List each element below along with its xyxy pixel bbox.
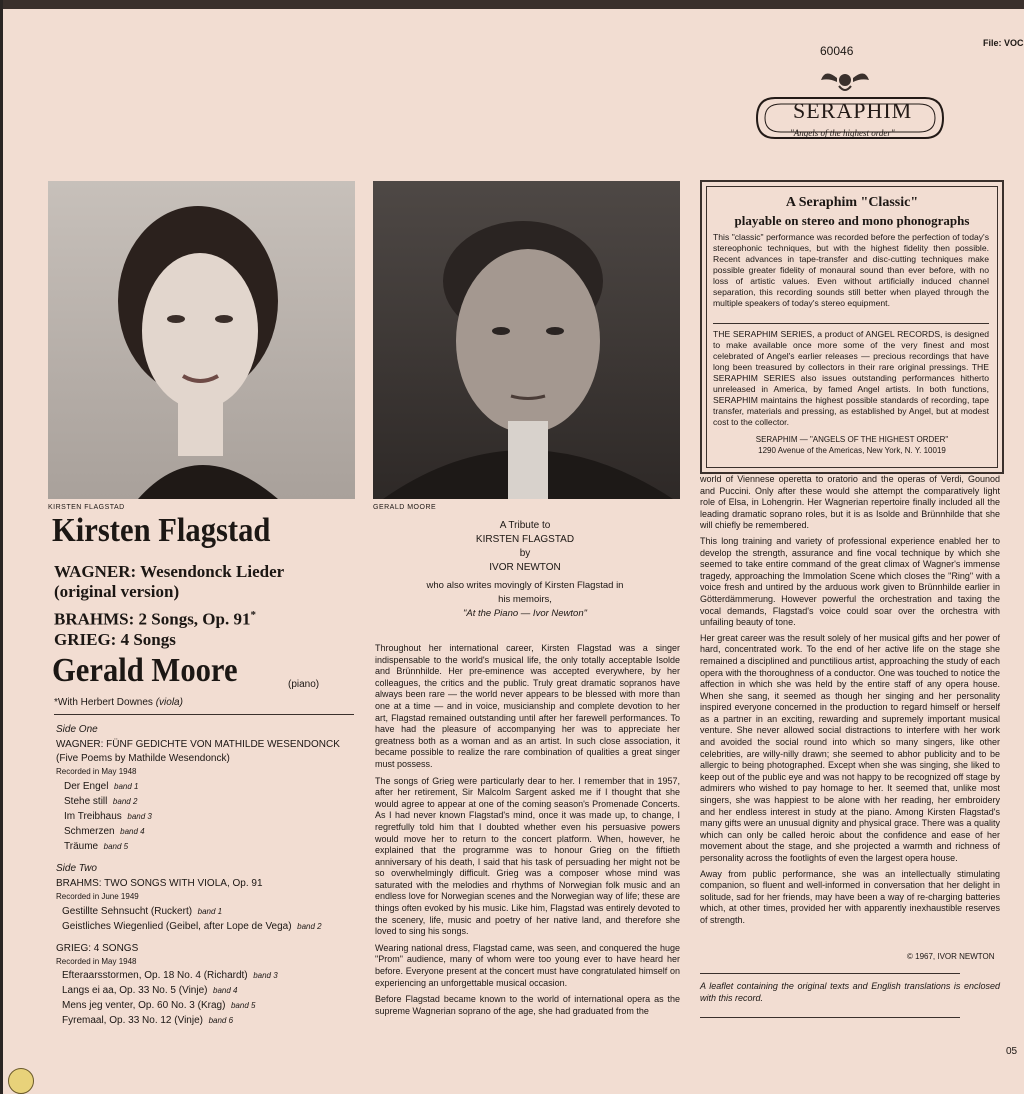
box-paragraph-2: THE SERAPHIM SERIES, a product of ANGEL RECORDS, is designed to make available once more some of the very finest and most celebrated of Angel's earlier releases — precious recordings that have long been treasured by collectors in their rare original pressings. THE SERAPHIM SERIES also issues outstanding performances hitherto unreleased in America, by famed Angel artists. In both functions, SERAPHIM maintains the highest possible standards of recording, tape transfer, materials and pressing, as established by Angel, but at modest cost to the collector. [713, 329, 989, 427]
leaflet-note: A leaflet containing the original texts and English translations is enclosed with this record. [700, 981, 1000, 1003]
photo-kirsten-flagstad [48, 181, 355, 499]
track-item: Mens jeg venter, Op. 60 No. 3 (Krag) band 5 [62, 1000, 256, 1011]
accompanist-name: Gerald Moore [52, 652, 238, 689]
essay-paragraph: world of Viennese operetta to oratorio and the operas of Verdi, Gounod and Puccini. Only after these would she attempt the comparatively light role of Elsa, in Lohengrin. Her Wagnerian repertoire finally included all the leading dramatic soprano roles, but it is as Isolde and Brünnhilde that she will chiefly be remembered. [700, 474, 1000, 531]
box-divider [713, 323, 989, 324]
track-item: Träume band 5 [64, 841, 129, 852]
essay-paragraph: Away from public performance, she was an intellectually stimulating companion, so fluent and well-informed in conversation that her delight in solitude, sad for her friends, may have been a way of re-charging batteries which, at other times, provided her with apparently inexhaustible reserves of strength. [700, 868, 1000, 925]
photo1-caption: KIRSTEN FLAGSTAD [48, 504, 125, 511]
work-wagner-version: (original version) [54, 582, 180, 601]
track-item: Efteraarsstormen, Op. 18 No. 4 (Richardt) band 3 [62, 970, 278, 981]
wagner-recorded: Recorded in May 1948 [56, 767, 137, 776]
seraphim-logo [755, 88, 945, 148]
wagner-subheading: (Five Poems by Mathilde Wesendonck) [56, 753, 230, 764]
essay-paragraph: Her great career was the result solely of her musical gifts and her power of hard, concentrated work. To the end of her active life on the stage she remained a disciplined and punctilious artist, approaching the study of each opera with the thoroughness of a conductor. One was touched to notice the affection in which she was held by the entire staff of any opera house. When she sang, it seemed as though her singing and her personality inspired everyone concerned in the production to regard himself or herself as a partner in an exciting, rewarding and supremely important musical venture. She never allowed social distractions to interfere with her work and avoided the social round into which so many singers, like other celebrities, are willy-nilly drawn; she seemed to abhor publicity and to be allergic to being photographed. Except when she was singing, she liked to keep out of the public eye and was not happy to be recognized off stage by admirers who wished to pay homage to her. It seemed that, unlike most singers, she was happiest to be alone with her reading, her embroidery and her endless interest in study at the piano. Among Kirsten Flagstad's many gifts were an unusual dignity and physical grace. There was a quality which can only be called heroic about the confidence and ease of her movement about the stage, and she projected a warmth and richness of personality across the footlights of even the largest opera house. [700, 632, 1000, 863]
essay-paragraph: This long training and variety of professional experience enabled her to develop the strength, assurance and fine vocal technique by which she seemed to take entire command of the great climax of Wagner's immense tragedy, approaching the Immolation Scene which closes the "Ring" with a voice fresh and untired by the arduous work given to Brünnhilde earlier in Götterdämmerung. However powerful the orchestration and taxing the vocal demands, Flagstad's voice could soar over the orchestra with unfailing beauty of tone. [700, 535, 1000, 628]
essay-paragraph: Before Flagstad became known to the world of international opera as the supreme Wagnerian soprano of the age, she had graduated from the [375, 994, 680, 1016]
brahms-recorded: Recorded in June 1949 [56, 892, 139, 901]
track-item: Geistliches Wiegenlied (Geibel, after Lope de Vega) band 2 [62, 921, 322, 932]
viola-note: *With Herbert Downes (viola) [54, 697, 183, 708]
logo-text: SERAPHIM [793, 98, 913, 123]
photo2-caption: GERALD MOORE [373, 504, 437, 511]
track-item: Fyremaal, Op. 33 No. 12 (Vinje) band 6 [62, 1015, 234, 1026]
box-subtitle: playable on stereo and mono phonographs [734, 213, 970, 228]
brahms-heading: BRAHMS: TWO SONGS WITH VIOLA, Op. 91 [56, 878, 263, 889]
accompanist-role: (piano) [288, 679, 320, 690]
essay-paragraph: Wearing national dress, Flagstad came, was seen, and conquered the huge "Prom" audience, many of whom were too young ever to have heard her before. Everyone present at the concert must have congratulated himself on experiencing an unforgettable musical occasion. [375, 942, 680, 988]
track-item: Langs ei aa, Op. 33 No. 5 (Vinje) band 4 [62, 985, 238, 996]
side-two-label: Side Two [56, 863, 97, 874]
grieg-heading: GRIEG: 4 SONGS [56, 943, 139, 954]
track-item: Stehe still band 2 [64, 796, 138, 807]
wagner-heading: WAGNER: FÜNF GEDICHTE VON MATHILDE WESENDONCK [56, 739, 340, 750]
track-item: Im Treibhaus band 3 [64, 811, 152, 822]
grieg-recorded: Recorded in May 1948 [56, 957, 137, 966]
essay-column-right [700, 474, 1000, 927]
track-item: Gestillte Sehnsucht (Ruckert) band 1 [62, 906, 223, 917]
box-paragraph-1: This "classic" performance was recorded before the perfection of today's stereophonic techniques, but with the highest fidelity then possible. Recent advances in tape-transfer and disc-cutting techniques make possible greater fidelity of monaural sound than ever before, with no loss of artistic values. Even without artificially induced channel separation, this recording sounds still better when played through the multiple speakers of today's stereo equipment. [713, 232, 989, 308]
divider [54, 714, 354, 715]
portrait-woman-icon [48, 181, 355, 499]
track-item: Schmerzen band 4 [64, 826, 145, 837]
essay-paragraph: Throughout her international career, Kirsten Flagstad was a singer indispensable to the world's musical life, the only totally acceptable Isolde and Brünnhilde. Her pre-eminence was accepted everywhere, by her colleagues, the critics and the public. Truly great dramatic sopranos have always been rare — the world never appears to be blessed with more than one at a time — and in voice, musicianship and complete devotion to her art, Flagstad remained outstanding until after her farewell performances. To have had the pleasure of accompanying her was to appreciate her greatness both as a woman and as an artist. In such close association, it became possible to realize the rare combination of qualities a great singer must possess. [375, 643, 680, 769]
copyright: © 1967, IVOR NEWTON [907, 952, 995, 961]
seraphim-classic-box [700, 180, 1004, 474]
box-footer-2: 1290 Avenue of the Americas, New York, N. Y. 10019 [758, 446, 946, 455]
catalog-number: 60046 [820, 44, 854, 58]
work-grieg: GRIEG: 4 Songs [54, 630, 176, 649]
photo-gerald-moore [373, 181, 680, 499]
essay-column-middle [375, 643, 680, 1017]
emblem-icon [8, 1068, 34, 1094]
essay-paragraph: The songs of Grieg were particularly dear to her. I remember that in 1957, after her retirement, Sir Malcolm Sargent asked me if I thought that she would agree to appear at one of the coming season's Promenade Concerts. As I had never known Flagstad's mind, once it was made up, to change, I regretfully told him that I doubted whether even his persuasive powers would move her to return to the concert platform. When, however, he explained that the programme was to honour Grieg on the fiftieth anniversary of his death, I said that his task of persuading her might not be so overwhelmingly difficult. Grieg was a composer whose mind was saturated with the melodies and rhythms of Norwegian folk music and an endless love for Norwegian scenes and the Norwegian way of life; these are things often evoked by his music. Like him, Flagstad was entirely devoted to the scenery, life, music and poetry of her native land, and therefore she loved to sing his songs. [375, 775, 680, 937]
artist-name: Kirsten Flagstad [52, 512, 271, 549]
divider [700, 973, 960, 974]
box-footer-1: SERAPHIM — "ANGELS OF THE HIGHEST ORDER" [755, 435, 949, 444]
top-edge [3, 0, 1024, 9]
file-label: File: VOC [983, 38, 1024, 48]
logo-tagline: "Angels of the highest order" [790, 128, 895, 138]
box-title: A Seraphim "Classic" [785, 195, 919, 210]
work-wagner: WAGNER: Wesendonck Lieder [54, 562, 285, 581]
tribute-header: A Tribute to KIRSTEN FLAGSTAD by IVOR NEWTON who also writes movingly of Kirsten Flagstad in his memoirs, "At the Piano — Ivor Newton" [426, 520, 624, 619]
album-back-cover [3, 0, 1024, 1094]
box-inner-frame [706, 186, 998, 468]
side-one-label: Side One [56, 724, 98, 735]
portrait-man-icon [373, 181, 680, 499]
work-brahms: BRAHMS: 2 Songs, Op. 91* [54, 609, 256, 629]
corner-number: 05 [1006, 1046, 1018, 1057]
divider [700, 1017, 960, 1018]
track-item: Der Engel band 1 [64, 781, 139, 792]
